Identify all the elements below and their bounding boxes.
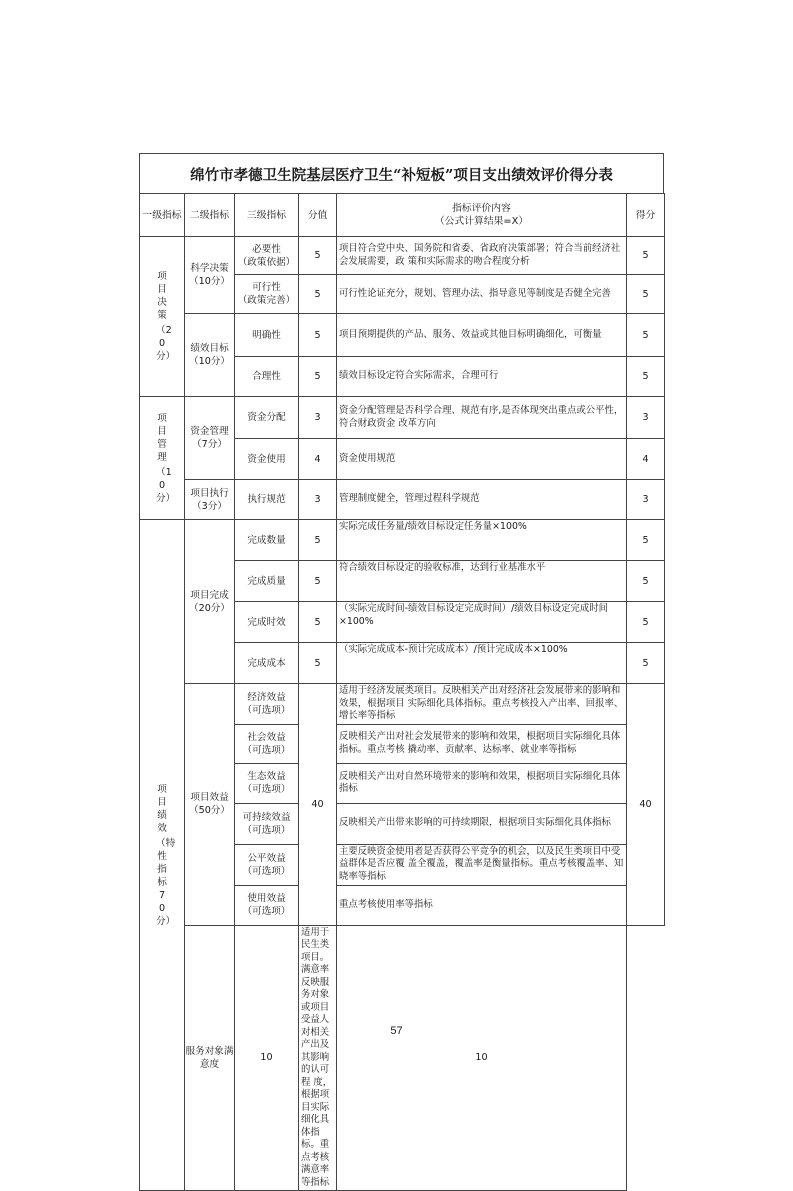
value-cell: 10	[235, 925, 299, 1191]
content-cell: 绩效目标设定符合实际需求，合理可行	[337, 357, 627, 397]
score-cell: 5	[627, 561, 665, 602]
header-content	[337, 194, 627, 237]
table-row	[140, 925, 665, 1191]
l3-cell: 资金使用	[235, 439, 299, 480]
score-cell: 5	[627, 602, 665, 643]
content-cell: 重点考核使用率等指标	[337, 885, 627, 925]
content-cell: 适用于经济发展类项目。反映相关产出对经济社会发展带来的影响和效果，根据项目 实际细化具体指标。重点考核投入产出率、回报率、增长率等指标	[337, 684, 627, 725]
header-content-line1: 指标评价内容	[452, 203, 511, 214]
l3-cell: 执行规范	[235, 480, 299, 520]
l3-cell: 可持续效益 （可选项）	[235, 803, 299, 844]
score-cell: 5	[627, 520, 665, 561]
group-decision	[140, 237, 185, 397]
l3-cell: 资金分配	[235, 397, 299, 439]
l2-cell: 绩效目标 （10分）	[185, 314, 235, 397]
value-cell: 4	[299, 439, 337, 480]
score-cell: 3	[627, 480, 665, 520]
score-cell: 5	[627, 237, 665, 275]
l3-cell: 社会效益 （可选项）	[235, 724, 299, 763]
content-cell: 反映相关产出带来影响的可持续期限，根据项目实际细化具体指标	[337, 803, 627, 844]
header-value: 分值	[299, 194, 337, 237]
group-decision-label: 项目决策	[157, 271, 167, 321]
value-cell: 5	[299, 561, 337, 602]
value-cell: 3	[299, 397, 337, 439]
table-row	[140, 520, 665, 561]
content-cell: 可行性论证充分，规划、管理办法、指导意见等制度是否健全完善	[337, 275, 627, 314]
score-cell: 5	[627, 643, 665, 684]
content-cell: （实际完成时间-绩效目标设定完成时间）/绩效目标设定完成时间×100%	[337, 602, 627, 643]
l3-cell: 必要性 （政策依据）	[235, 237, 299, 275]
l2-cell: 项目效益 （50分）	[185, 684, 235, 926]
table-row	[140, 397, 665, 439]
value-cell: 5	[299, 357, 337, 397]
table-row	[140, 684, 665, 725]
content-cell: 主要反映资金使用者是否获得公平竞争的机会，以及民生类项目中受益群体是否应覆 盖全覆盖，覆盖率是衡量指标。重点考核覆盖率、知晓率等指标	[337, 844, 627, 885]
group-management-label: 项目管理	[157, 412, 167, 463]
content-cell: 资金使用规范	[337, 439, 627, 480]
value-cell: 5	[299, 237, 337, 275]
score-cell: 10	[337, 925, 627, 1191]
table-row	[140, 237, 665, 275]
content-cell: （实际完成成本-预计完成成本）/预计完成成本×100%	[337, 643, 627, 684]
score-cell: 5	[627, 314, 665, 357]
value-cell: 5	[299, 520, 337, 561]
group-performance-label: 项目绩效	[157, 783, 167, 834]
l3-cell: 可行性 （政策完善）	[235, 275, 299, 314]
l3-cell: 经济效益 （可选项）	[235, 684, 299, 725]
header-l1: 一级指标	[140, 194, 185, 237]
value-cell: 5	[299, 643, 337, 684]
content-cell: 管理制度健全，管理过程科学规范	[337, 480, 627, 520]
score-cell: 40	[627, 684, 665, 926]
content-cell: 符合绩效目标设定的验收标准，达到行业基准水平	[337, 561, 627, 602]
l3-cell: 完成时效	[235, 602, 299, 643]
l3-cell: 完成数量	[235, 520, 299, 561]
content-cell: 项目预期提供的产品、服务、效益或其他目标明确细化，可衡量	[337, 314, 627, 357]
l2-cell: 资金管理 （7分）	[185, 397, 235, 480]
table-row	[140, 480, 665, 520]
table-row	[140, 314, 665, 357]
score-cell: 5	[627, 357, 665, 397]
value-cell: 3	[299, 480, 337, 520]
header-score: 得分	[627, 194, 665, 237]
value-cell: 40	[299, 684, 337, 926]
l3-cell: 明确性	[235, 314, 299, 357]
content-cell: 反映相关产出对社会发展带来的影响和效果，根据项目实际细化具体指标。重点考核 撬动率、贡献率、达标率、就业率等指标	[337, 724, 627, 763]
score-cell: 5	[627, 275, 665, 314]
group-performance	[140, 520, 185, 1191]
group-performance-points: （特性指标70分）	[156, 837, 176, 927]
header-row	[140, 194, 665, 237]
l3-cell: 生态效益 （可选项）	[235, 763, 299, 803]
l2-cell: 科学决策 （10分）	[185, 237, 235, 314]
page-number: 57	[390, 1025, 403, 1037]
l2-cell: 项目完成 （20分）	[185, 520, 235, 684]
group-management-points: （10分）	[156, 466, 176, 504]
value-cell: 5	[299, 602, 337, 643]
content-cell: 资金分配管理是否科学合理、规范有序,是否体现突出重点或公平性，符合财政资金 改革方向	[337, 397, 627, 439]
content-cell: 反映相关产出对自然环境带来的影响和效果，根据项目实际细化具体指标	[337, 763, 627, 803]
score-cell: 3	[627, 397, 665, 439]
header-l2: 二级指标	[185, 194, 235, 237]
l3-cell: 完成质量	[235, 561, 299, 602]
table-title: 绵竹市孝德卫生院基层医疗卫生“补短板”项目支出绩效评价得分表	[139, 153, 664, 194]
l3-cell: 合理性	[235, 357, 299, 397]
l2-cell: 项目执行 （3分）	[185, 480, 235, 520]
l3-cell: 使用效益 （可选项）	[235, 885, 299, 925]
l3-cell: 完成成本	[235, 643, 299, 684]
group-management	[140, 397, 185, 520]
header-content-line2: （公式计算结果=X）	[434, 216, 529, 227]
l3-cell: 服务对象满意度	[185, 925, 235, 1191]
score-cell: 4	[627, 439, 665, 480]
l3-cell: 公平效益 （可选项）	[235, 844, 299, 885]
group-decision-points: （20分）	[156, 325, 176, 362]
content-cell: 适用于民生类项目。满意率反映服务对象或项目受益人对相关产出及其影响的认可程 度，根据项目实际细化具体指标。重点考核满意率等指标	[299, 925, 337, 1191]
content-cell: 项目符合党中央、国务院和省委、省政府决策部署；符合当前经济社会发展需要，政 策和实际需求的吻合程度分析	[337, 237, 627, 275]
score-table	[139, 193, 665, 1191]
content-cell: 实际完成任务量/绩效目标设定任务量×100%	[337, 520, 627, 561]
value-cell: 5	[299, 275, 337, 314]
header-l3: 三级指标	[235, 194, 299, 237]
value-cell: 5	[299, 314, 337, 357]
